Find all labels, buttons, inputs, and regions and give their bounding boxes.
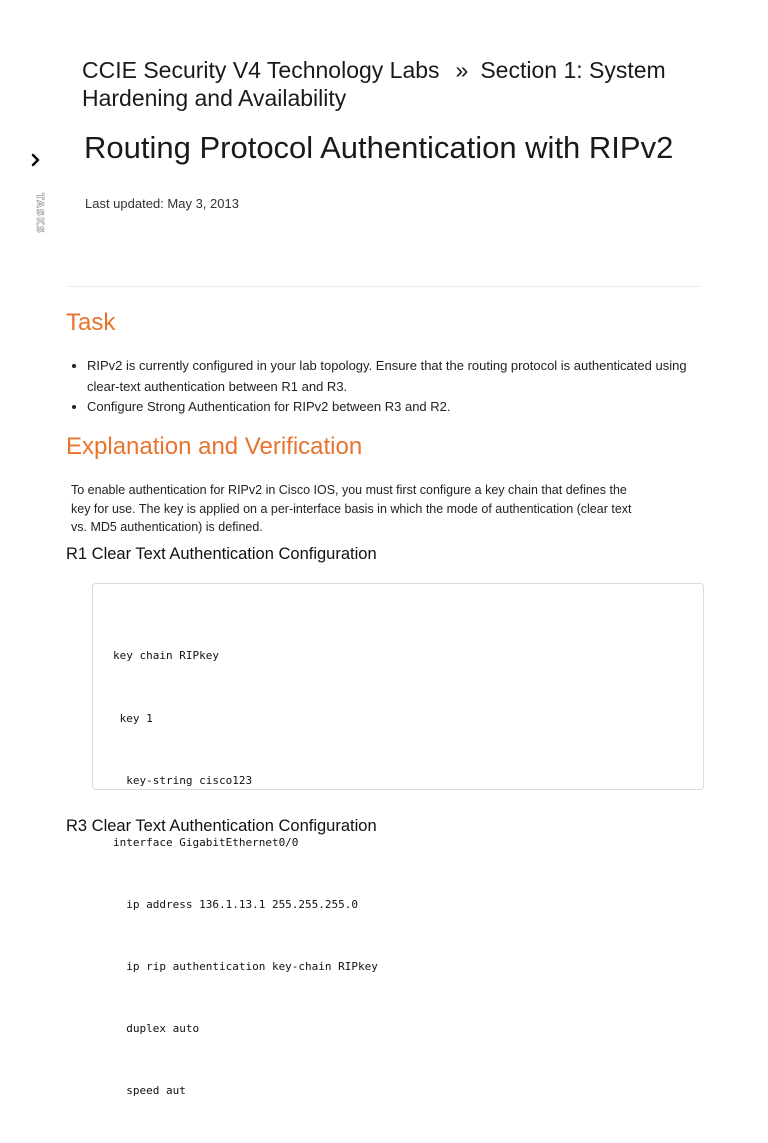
breadcrumb-current[interactable]: Section 1: System Hardening and Availability <box>82 57 666 111</box>
task-item: • Configure Strong Authentication for RIPv2 between R3 and R2. <box>87 397 687 418</box>
last-updated-date: Last updated: May 3, 2013 <box>85 196 239 211</box>
explanation-intro: To enable authentication for RIPv2 in Cisco IOS, you must first configure a key chain that defines the key for use. The key is applied on a per-interface basis in which the mode of authentication (clear text vs. MD5 authentication) is defined. <box>71 483 632 534</box>
breadcrumb-separator: » <box>455 57 469 83</box>
divider <box>66 286 702 287</box>
code-line: ip rip authentication key-chain RIPkey <box>113 959 378 973</box>
task-item: • RIPv2 is currently configured in your lab topology. Ensure that the routing protocol is authenticated using clear-text authentication between R1 and R3. <box>87 356 687 397</box>
r3-config-heading: R3 Clear Text Authentication Configuration <box>66 817 377 835</box>
task-list <box>66 356 687 418</box>
task-heading: Task <box>66 309 116 336</box>
code-line: ip address 136.1.13.1 255.255.255.0 <box>113 897 359 911</box>
page-title: Routing Protocol Authentication with RIPv2 <box>84 130 674 165</box>
sidebar-toggle-button[interactable] <box>28 150 44 170</box>
explanation-heading: Explanation and Verification <box>66 433 363 460</box>
breadcrumb-parent-link[interactable]: CCIE Security V4 Technology Labs <box>82 57 440 83</box>
code-line: interface GigabitEthernet0/0 <box>113 835 299 849</box>
breadcrumb <box>82 56 702 112</box>
code-line: duplex auto <box>113 1022 200 1036</box>
chevron-right-icon <box>28 150 44 170</box>
sidebar-tasks-label[interactable]: TASKS <box>34 193 45 234</box>
code-line: key chain RIPkey <box>113 649 219 663</box>
code-line: key 1 <box>113 711 153 725</box>
code-line: key-string cisco123 <box>113 773 253 787</box>
code-line: speed aut <box>113 1084 186 1098</box>
r1-config-heading: R1 Clear Text Authentication Configuration <box>66 545 377 563</box>
code-lines <box>113 605 378 1143</box>
